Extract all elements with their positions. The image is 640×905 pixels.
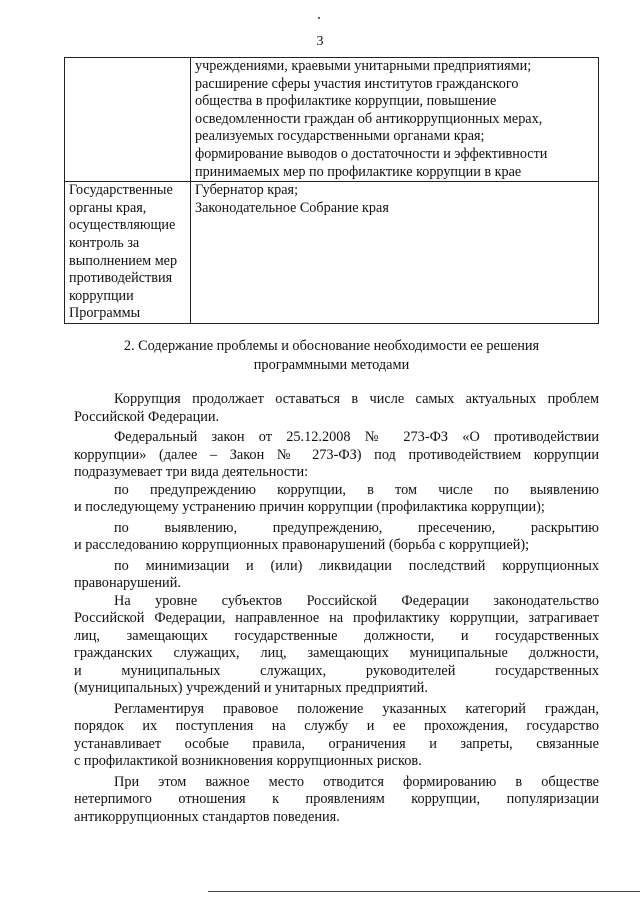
table-cell-left-empty bbox=[65, 58, 191, 182]
paragraph-line: (муниципальных) учреждений и унитарных предприятий. bbox=[74, 680, 428, 696]
table-cell-line: учреждениями, краевыми унитарными предприятиями; bbox=[195, 58, 532, 74]
table-cell-line: осуществляющие bbox=[69, 217, 176, 234]
table-cell-line: контроль за bbox=[69, 234, 140, 251]
paragraph-line: Коррупция продолжает оставаться в числе самых актуальных проблем bbox=[114, 391, 599, 407]
paragraph bbox=[74, 558, 599, 593]
table-cell-line: формирование выводов о достаточности и эффективности bbox=[195, 145, 548, 162]
table-cell-left bbox=[65, 182, 191, 324]
table-cell-right bbox=[191, 58, 599, 182]
table-cell-line: Программы bbox=[69, 305, 141, 322]
paragraph-line: по минимизации и (или) ликвидации последствий коррупционных bbox=[114, 557, 599, 574]
paragraph-line: порядок их поступления на службу и ее прохождения, государство bbox=[74, 718, 599, 734]
paragraph-line: и муниципальных служащих, руководителей государственных bbox=[74, 662, 599, 679]
table-cell-right bbox=[191, 182, 599, 324]
paragraph-line: по выявлению, предупреждению, пресечению, раскрытию bbox=[114, 519, 599, 536]
scan-mark bbox=[318, 17, 320, 19]
paragraph-line: и последующему устранению причин коррупции (профилактика коррупции); bbox=[74, 499, 545, 515]
table-cell-line: коррупции bbox=[69, 287, 134, 304]
table-cell-line: принимаемых мер по профилактике коррупции в крае bbox=[195, 163, 522, 180]
section-heading bbox=[64, 337, 599, 375]
paragraph-line: При этом важное место отводится формированию в обществе bbox=[114, 773, 599, 790]
table-row bbox=[65, 58, 599, 182]
paragraph-line: с профилактикой возникновения коррупционных рисков. bbox=[74, 753, 422, 769]
paragraph-line: коррупции» (далее – Закон № 273-ФЗ) под противодействием коррупции bbox=[74, 446, 599, 463]
paragraph-line: подразумевает три вида деятельности: bbox=[74, 464, 309, 480]
paragraph bbox=[74, 593, 599, 698]
table-cell-line: органы края, bbox=[69, 199, 147, 216]
paragraph-line: нетерпимого отношения к проявлениям коррупции, популяризации bbox=[74, 791, 599, 807]
paragraph-line: и расследованию коррупционных правонарушений (борьба с коррупцией); bbox=[74, 537, 530, 553]
paragraph-line: правонарушений. bbox=[74, 575, 181, 591]
table-cell-line: реализуемых государственными органами края; bbox=[195, 128, 485, 145]
table-cell-line: выполнением мер bbox=[69, 252, 178, 269]
body-text bbox=[74, 391, 599, 826]
paragraph-line: Российской Федерации, направленное на профилактику коррупции, затрагивает bbox=[74, 610, 599, 626]
paragraph-line: по предупреждению коррупции, в том числе по выявлению bbox=[114, 481, 599, 498]
table-cell-line: Государственные bbox=[69, 182, 173, 199]
paragraph-line: Федеральный закон от 25.12.2008 № 273-ФЗ «О противодействии bbox=[114, 429, 599, 445]
paragraph bbox=[74, 482, 599, 517]
paragraph bbox=[74, 520, 599, 555]
table-cell-line: Губернатор края; bbox=[195, 182, 299, 199]
paragraph-line: гражданских служащих, лиц, замещающих муниципальные должности, bbox=[74, 645, 599, 661]
paragraph-line: Регламентируя правовое положение указанных категорий граждан, bbox=[114, 700, 599, 717]
table-cell-line: общества в профилактике коррупции, повышение bbox=[195, 93, 497, 110]
table-cell-line: осведомленности граждан об антикоррупционных мерах, bbox=[195, 110, 543, 127]
paragraph-line: На уровне субъектов Российской Федерации законодательство bbox=[114, 592, 599, 609]
table-cell-line: противодействия bbox=[69, 270, 173, 287]
paragraph bbox=[74, 701, 599, 771]
paragraph bbox=[74, 391, 599, 426]
paragraph-line: Российской Федерации. bbox=[74, 408, 220, 425]
paragraph-line: антикоррупционных стандартов поведения. bbox=[74, 808, 340, 825]
paragraph-line: лиц, замещающих государственные должности, и государственных bbox=[74, 627, 599, 644]
paragraph-line: устанавливает особые правила, ограничения и запреты, связанные bbox=[74, 735, 599, 752]
table-cell-line: расширение сферы участия институтов гражданского bbox=[195, 75, 519, 92]
page-number: 3 bbox=[316, 34, 324, 49]
paragraph bbox=[74, 429, 599, 482]
table-row bbox=[65, 182, 599, 324]
program-passport-table bbox=[64, 57, 599, 324]
section-heading-line: программными методами bbox=[253, 357, 410, 373]
section-heading-line: 2. Содержание проблемы и обоснование необходимости ее решения bbox=[123, 338, 540, 354]
table-cell-line: Законодательное Собрание края bbox=[195, 199, 389, 216]
paragraph bbox=[74, 774, 599, 827]
bottom-edge-rule bbox=[208, 891, 640, 892]
